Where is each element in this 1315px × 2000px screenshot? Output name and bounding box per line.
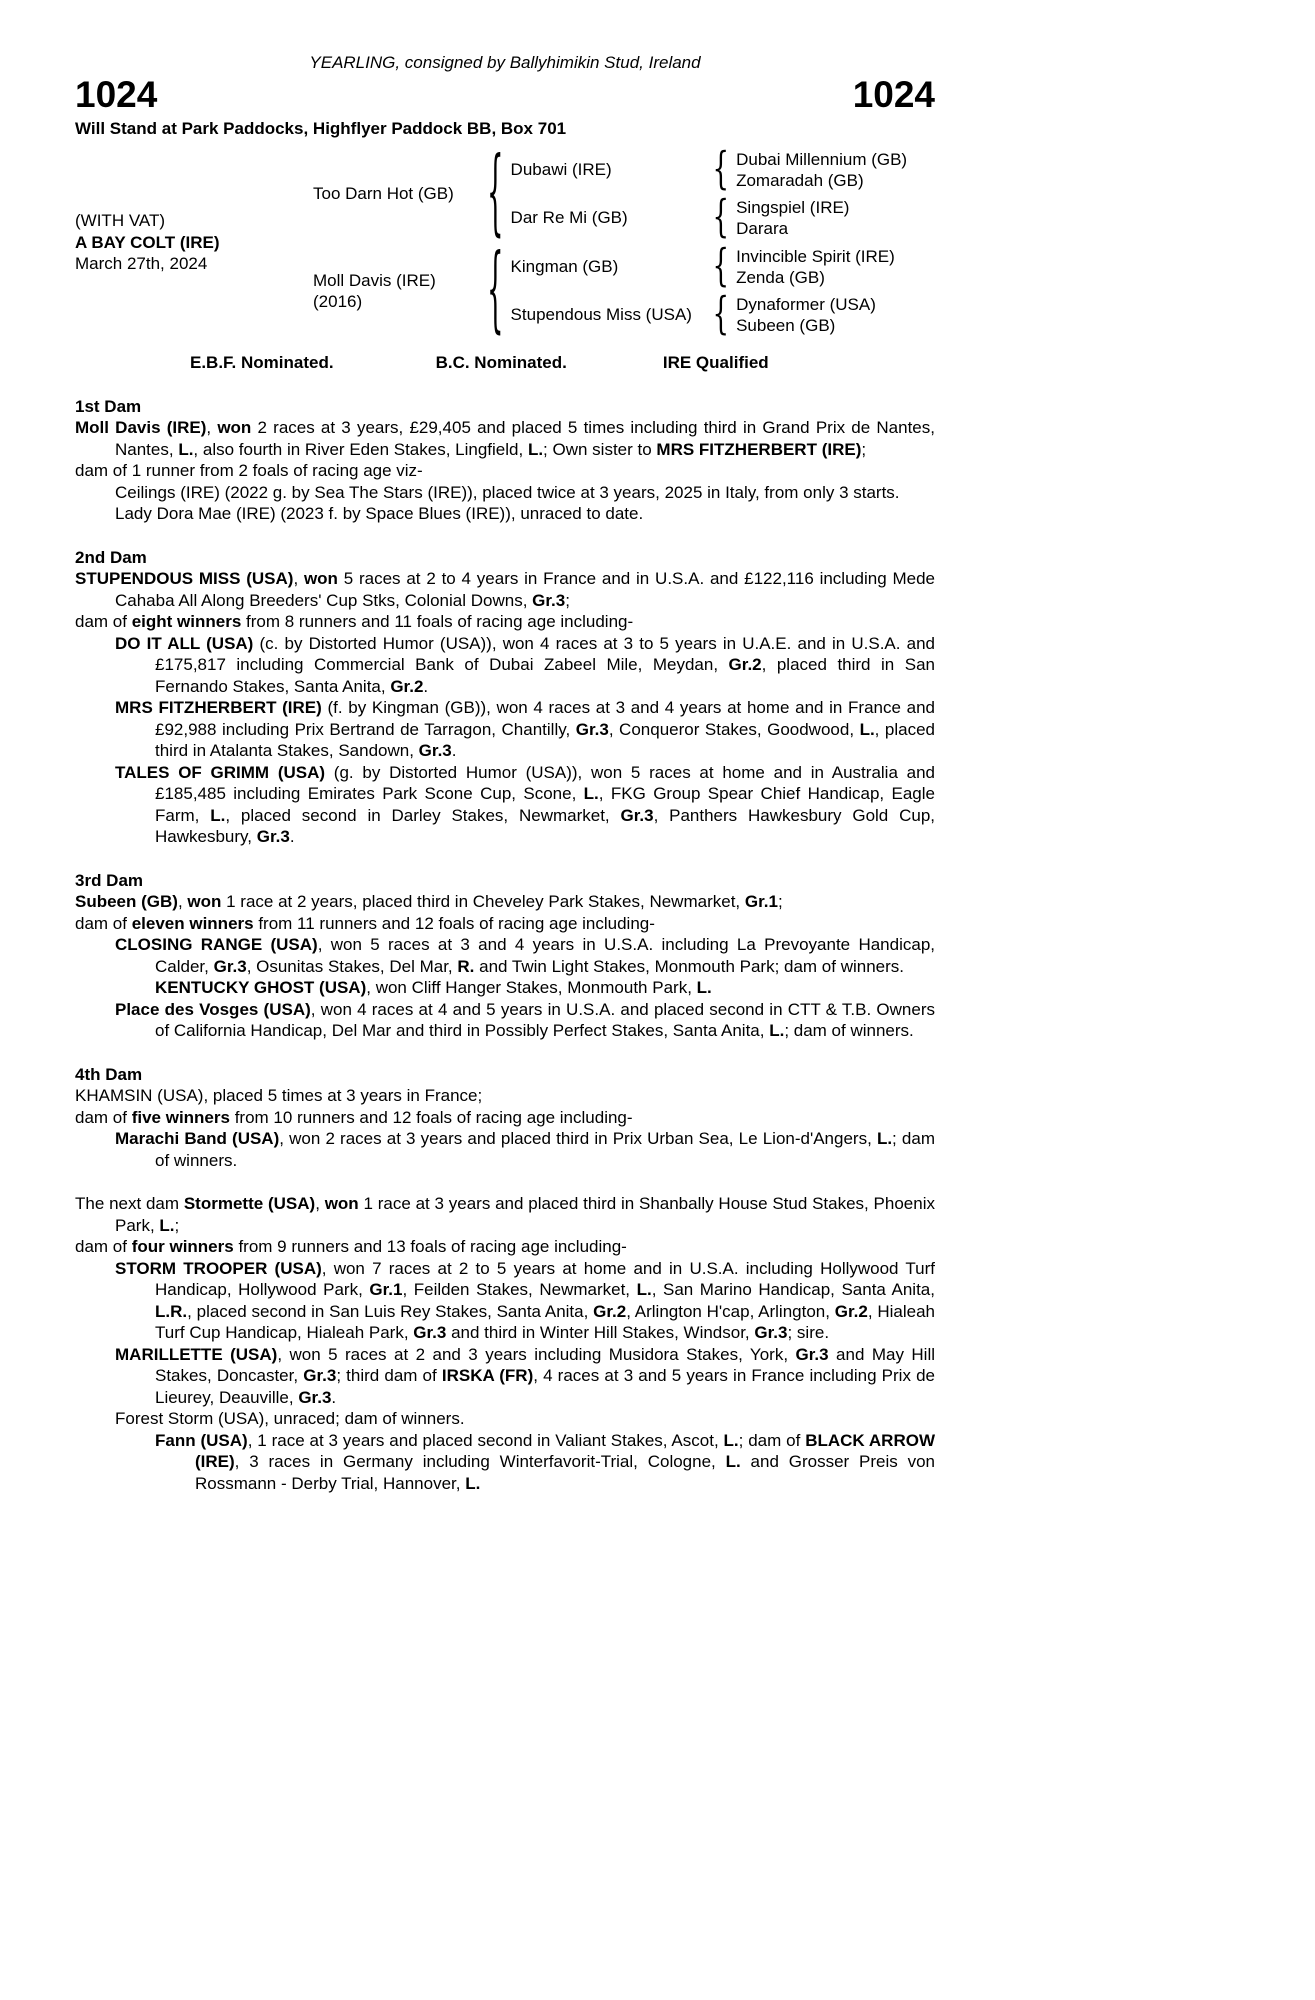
- granddam-name: Stupendous Miss (USA): [510, 305, 692, 325]
- bold-text-run: Moll Davis (IRE): [75, 418, 207, 437]
- dam-year: (2016): [313, 292, 363, 311]
- text-run: .: [423, 676, 429, 696]
- bold-text-run: four winners: [131, 1237, 234, 1256]
- vat-note: (WITH VAT): [75, 211, 166, 231]
- grandsire-name: Kingman (GB): [510, 257, 619, 277]
- text-run: Lady Dora Mae (IRE) (2023 f. by Space Blues (IRE)), unraced to date.: [115, 504, 644, 523]
- text-run: , also fourth in River Eden Stakes, Lingfield,: [193, 439, 528, 459]
- text-run: , Arlington H'cap, Arlington,: [626, 1301, 835, 1321]
- nominations-row: [75, 352, 935, 374]
- text-run: ; dam of winners.: [784, 1021, 914, 1040]
- text-run: , 3 races in Germany including Winterfavorit-Trial, Cologne,: [234, 1452, 726, 1471]
- text-run: 1 race at 2 years, placed third in Cheveley Park Stakes, Newmarket,: [221, 892, 745, 911]
- text-run: KHAMSIN (USA), placed 5 times at 3 years in France;: [75, 1086, 483, 1105]
- great-grandsire-name: Dynaformer (USA): [736, 295, 876, 314]
- text-run: , FKG Group Spear Chief Handicap, Eagle Farm,: [155, 784, 935, 825]
- text-run: Forest Storm (USA), unraced; dam of winners.: [115, 1409, 465, 1428]
- pedigree-table: [75, 140, 935, 345]
- bold-text-run: L.: [178, 439, 194, 459]
- pedigree-paragraph: [75, 1258, 935, 1344]
- dam-heading: 3rd Dam: [75, 870, 144, 890]
- text-run: 1 race at 3 years and placed third in Shanbally House Stud Stakes, Phoenix Park,: [115, 1194, 935, 1235]
- grandsire-row: [510, 241, 895, 293]
- text-run: ; sire.: [787, 1323, 830, 1342]
- text-run: 2 races at 3 years, £29,405 and placed 5 times including third in Grand Prix de Nantes, Nantes,: [115, 418, 935, 459]
- text-run: , won 5 races at 3 and 4 years in U.S.A. including La Prevoyante Handicap, Calder,: [155, 935, 935, 976]
- pedigree-paragraph: [75, 417, 935, 460]
- text-run: , Hialeah Turf Cup Handicap, Hialeah Park,: [155, 1301, 935, 1342]
- pedigree-paragraph: [75, 697, 935, 762]
- bold-text-run: eleven winners: [131, 913, 254, 933]
- text-run: , won 7 races at 2 to 5 years at home and in U.S.A. including Hollywood Turf Handicap, Hollywood Park,: [155, 1258, 935, 1299]
- brace-icon: {: [712, 192, 730, 244]
- text-run: ,: [206, 418, 218, 437]
- pedigree-paragraph: [75, 1107, 935, 1129]
- catalogue-page: [75, 0, 935, 1494]
- text-run: , 4 races at 3 and 5 years in France including Prix de Lieurey, Deauville,: [155, 1366, 935, 1407]
- ebf-nomination: E.B.F. Nominated.: [190, 353, 334, 372]
- lot-number-right: 1024: [852, 73, 935, 115]
- bold-text-run: L.: [876, 1129, 893, 1148]
- dam-section: [75, 396, 935, 525]
- text-run: , Panthers Hawkesbury Gold Cup, Hawkesbury,: [155, 805, 935, 846]
- text-run: , San Marino Handicap, Santa Anita,: [651, 1280, 935, 1299]
- great-grandparents: [736, 197, 849, 239]
- text-run: and Twin Light Stakes, Monmouth Park; dam of winners.: [474, 956, 905, 976]
- bold-text-run: Gr.3: [413, 1323, 447, 1342]
- bold-text-run: Gr.3: [575, 719, 609, 739]
- bold-text-run: Place des Vosges (USA): [115, 999, 311, 1019]
- dam-section: [75, 1064, 935, 1172]
- bold-text-run: L.: [859, 719, 875, 739]
- bold-text-run: won: [217, 418, 252, 437]
- text-run: from 10 runners and 12 foals of racing age including-: [229, 1107, 633, 1127]
- text-run: (g. by Distorted Humor (USA)), won 5 races at home and in Australia and £185,485 including Emirates Park Scone Cup, Scone,: [155, 762, 936, 803]
- dam-name: Moll Davis (IRE): [313, 270, 436, 290]
- pedigree-paragraph: [75, 999, 935, 1042]
- text-run: from 8 runners and 11 foals of racing age including-: [241, 612, 634, 631]
- pedigree-paragraph: [75, 1408, 935, 1430]
- text-run: , placed third in San Fernando Stakes, Santa Anita,: [155, 655, 935, 696]
- bold-text-run: Marachi Band (USA): [115, 1129, 280, 1148]
- bold-text-run: won: [324, 1194, 359, 1213]
- pedigree-paragraph: [75, 913, 935, 935]
- bold-text-run: L.: [527, 439, 544, 459]
- bold-text-run: R.: [457, 956, 475, 976]
- text-run: , placed third in Atalanta Stakes, Sandown,: [155, 719, 936, 760]
- text-run: Ceilings (IRE) (2022 g. by Sea The Stars (IRE)), placed twice at 3 years, 2025 in Italy, from only 3 starts.: [115, 482, 900, 502]
- pedigree-paragraph: [75, 1344, 935, 1409]
- bold-text-run: L.: [725, 1452, 741, 1471]
- catalogue-body: [75, 396, 935, 1495]
- pedigree-paragraph: [75, 934, 935, 977]
- bold-text-run: L.R.: [155, 1301, 188, 1321]
- brace-icon: {: [712, 241, 730, 293]
- bold-text-run: L.: [210, 805, 226, 825]
- bold-text-run: Gr.3: [532, 590, 566, 610]
- ire-qualified: IRE Qualified: [662, 353, 769, 372]
- bold-text-run: Gr.2: [728, 655, 762, 674]
- text-run: ; dam of: [738, 1430, 806, 1450]
- bold-text-run: Gr.3: [620, 805, 654, 825]
- bold-text-run: won: [303, 569, 338, 588]
- bold-text-run: Stormette (USA): [183, 1194, 316, 1213]
- dam-section: [75, 870, 935, 1042]
- text-run: dam of: [75, 612, 132, 631]
- bold-text-run: MRS FITZHERBERT (IRE): [656, 439, 862, 459]
- bold-text-run: DO IT ALL (USA): [115, 633, 254, 653]
- text-run: dam of: [75, 1237, 132, 1256]
- sire-parents: [510, 144, 908, 244]
- great-granddam-name: Zomaradah (GB): [736, 171, 864, 190]
- great-grandparents: [736, 149, 907, 191]
- foaling-date: March 27th, 2024: [75, 254, 208, 274]
- bold-text-run: Gr.3: [795, 1344, 829, 1364]
- pedigree-paragraph: [75, 611, 935, 633]
- pedigree-paragraph: [75, 891, 935, 913]
- text-run: ;: [777, 892, 783, 911]
- pedigree-paragraph: [75, 1085, 935, 1107]
- bc-nomination: B.C. Nominated.: [435, 353, 567, 372]
- text-run: and Grosser Preis von Rossmann - Derby Trial, Hannover,: [195, 1452, 935, 1493]
- text-run: dam of 1 runner from 2 foals of racing age viz-: [75, 461, 423, 480]
- text-run: ,: [293, 569, 304, 588]
- great-granddam-name: Zenda (GB): [736, 268, 825, 287]
- text-run: from 9 runners and 13 foals of racing age including-: [233, 1237, 627, 1256]
- lot-number-row: [75, 73, 935, 115]
- dam-branch: [313, 237, 935, 345]
- text-run: The next dam: [75, 1194, 184, 1213]
- pedigree-paragraph: [75, 1236, 935, 1258]
- bold-text-run: L.: [723, 1430, 739, 1450]
- bold-text-run: Gr.3: [418, 741, 452, 760]
- text-run: , Osunitas Stakes, Del Mar,: [246, 956, 458, 976]
- bold-text-run: L.: [696, 978, 712, 997]
- bold-text-run: Gr.1: [744, 892, 778, 911]
- text-run: ,: [177, 892, 188, 911]
- dam-heading: 2nd Dam: [75, 547, 147, 567]
- granddam-row: [510, 192, 908, 244]
- text-run: (f. by Kingman (GB)), won 4 races at 3 and 4 years at home and in France and £92,988 including Prix Bertrand de Tarragon, Chantilly,: [155, 698, 935, 739]
- pedigree-paragraph: [75, 1128, 935, 1171]
- brace-icon: {: [712, 289, 730, 341]
- text-run: ,: [315, 1194, 325, 1213]
- great-granddam-name: Darara: [736, 219, 789, 238]
- text-run: .: [289, 827, 295, 846]
- text-run: dam of: [75, 913, 132, 933]
- bold-text-run: Gr.3: [213, 956, 247, 976]
- brace-icon: {: [487, 140, 504, 248]
- pedigree-paragraph: [75, 503, 935, 525]
- great-grandparents: [736, 294, 876, 336]
- bold-text-run: Gr.1: [369, 1280, 403, 1299]
- text-run: ;: [565, 590, 570, 610]
- text-run: and May Hill Stakes, Doncaster,: [155, 1344, 935, 1385]
- text-run: ;: [861, 439, 867, 459]
- great-grandsire-name: Invincible Spirit (IRE): [736, 247, 895, 266]
- pedigree-paragraph: [75, 482, 935, 504]
- bold-text-run: TALES OF GRIMM (USA): [115, 762, 326, 782]
- text-run: , Conqueror Stakes, Goodwood,: [608, 719, 860, 739]
- great-grandsire-name: Dubai Millennium (GB): [736, 150, 908, 169]
- bold-text-run: BLACK ARROW (IRE): [195, 1430, 936, 1471]
- stand-location-line: Will Stand at Park Paddocks, Highflyer Paddock BB, Box 701: [75, 118, 567, 138]
- pedigree-paragraph: [75, 1430, 935, 1495]
- dam-section: [75, 547, 935, 848]
- sire-branch: [313, 140, 935, 248]
- text-run: (c. by Distorted Humor (USA)), won 4 races at 3 to 5 years in U.A.E. and in U.S.A. and £175,817 including Commercial Bank of Dubai Zabeel Mile, Meydan,: [155, 633, 935, 674]
- consignment-line: YEARLING, consigned by Ballyhimikin Stud, Ireland: [309, 53, 701, 72]
- bold-text-run: STUPENDOUS MISS (USA): [75, 569, 294, 588]
- bold-text-run: IRSKA (FR): [441, 1366, 534, 1385]
- text-run: ; Own sister to: [543, 439, 657, 459]
- text-run: dam of: [75, 1107, 132, 1127]
- bold-text-run: five winners: [131, 1107, 230, 1127]
- lot-summary: [75, 210, 313, 275]
- sire-cell: [313, 140, 511, 248]
- text-run: , 1 race at 3 years and placed second in Valiant Stakes, Ascot,: [247, 1430, 724, 1450]
- bold-text-run: Gr.3: [754, 1323, 788, 1342]
- dam-heading: 4th Dam: [75, 1064, 143, 1084]
- bold-text-run: L.: [465, 1473, 481, 1493]
- text-run: .: [451, 741, 457, 760]
- sire-name: Too Darn Hot (GB): [313, 184, 454, 204]
- great-granddam-name: Subeen (GB): [736, 316, 836, 335]
- bold-text-run: Subeen (GB): [75, 892, 178, 911]
- great-grandparents: [736, 246, 895, 288]
- text-run: , placed second in Darley Stakes, Newmarket,: [225, 805, 621, 825]
- bold-text-run: MRS FITZHERBERT (IRE): [115, 698, 322, 717]
- text-run: ;: [174, 1215, 180, 1235]
- pedigree-paragraph: [75, 977, 935, 999]
- text-run: , placed second in San Luis Rey Stakes, Santa Anita,: [187, 1301, 594, 1321]
- brace-icon: {: [487, 237, 504, 345]
- grandsire-row: [510, 144, 908, 196]
- pedigree-tree: [313, 140, 935, 345]
- text-run: from 11 runners and 12 foals of racing age including-: [253, 913, 655, 933]
- text-run: and third in Winter Hill Stakes, Windsor,: [446, 1323, 755, 1342]
- dam-section: [75, 1193, 935, 1494]
- pedigree-paragraph: [75, 762, 935, 848]
- dam-heading: 1st Dam: [75, 396, 142, 416]
- text-run: , won 5 races at 2 and 3 years including Musidora Stakes, York,: [277, 1344, 796, 1364]
- pedigree-paragraph: [75, 1193, 935, 1236]
- text-run: .: [331, 1387, 337, 1407]
- bold-text-run: L.: [583, 784, 599, 803]
- bold-text-run: CLOSING RANGE (USA): [115, 935, 318, 954]
- bold-text-run: Gr.3: [303, 1366, 337, 1385]
- text-run: , won Cliff Hanger Stakes, Monmouth Park,: [366, 978, 697, 997]
- text-run: , won 4 races at 4 and 5 years in U.S.A. and placed second in CTT & T.B. Owners of California Handicap, Del Mar and third in Possibly Perfect Stakes, Santa Anita,: [155, 999, 935, 1040]
- pedigree-paragraph: [75, 460, 935, 482]
- dam-name-block: [313, 270, 485, 313]
- bold-text-run: MARILLETTE (USA): [115, 1344, 278, 1364]
- text-run: ; third dam of: [336, 1366, 442, 1385]
- bold-text-run: Gr.3: [256, 827, 290, 846]
- great-grandsire-name: Singspiel (IRE): [736, 198, 850, 217]
- granddam-name: Dar Re Mi (GB): [510, 208, 628, 228]
- bold-text-run: Gr.3: [298, 1387, 332, 1407]
- text-run: , won 2 races at 3 years and placed third in Prix Urban Sea, Le Lion-d'Angers,: [279, 1129, 877, 1148]
- lot-number-left: 1024: [75, 73, 158, 115]
- bold-text-run: L.: [769, 1021, 785, 1040]
- bold-text-run: L.: [159, 1215, 175, 1235]
- text-run: 5 races at 2 to 4 years in France and in U.S.A. and £122,116 including Mede Cahaba All Along Breeders' Cup Stks, Colonial Downs,: [115, 569, 935, 610]
- dam-parents: [510, 241, 895, 341]
- grandsire-name: Dubawi (IRE): [510, 160, 612, 180]
- bold-text-run: STORM TROOPER (USA): [115, 1258, 322, 1278]
- horse-description: A BAY COLT (IRE): [75, 232, 220, 252]
- text-run: ; dam of winners.: [155, 1129, 935, 1170]
- brace-icon: {: [712, 144, 730, 196]
- bold-text-run: KENTUCKY GHOST (USA): [155, 978, 367, 997]
- bold-text-run: Gr.2: [390, 676, 424, 696]
- text-run: , Feilden Stakes, Newmarket,: [402, 1280, 637, 1299]
- bold-text-run: Gr.2: [593, 1301, 627, 1321]
- dam-cell: [313, 237, 511, 345]
- pedigree-paragraph: [75, 568, 935, 611]
- bold-text-run: Gr.2: [834, 1301, 868, 1321]
- bold-text-run: won: [187, 892, 222, 911]
- bold-text-run: eight winners: [131, 612, 242, 631]
- granddam-row: [510, 289, 895, 341]
- bold-text-run: Fann (USA): [155, 1430, 248, 1450]
- pedigree-paragraph: [75, 633, 935, 698]
- bold-text-run: L.: [636, 1280, 652, 1299]
